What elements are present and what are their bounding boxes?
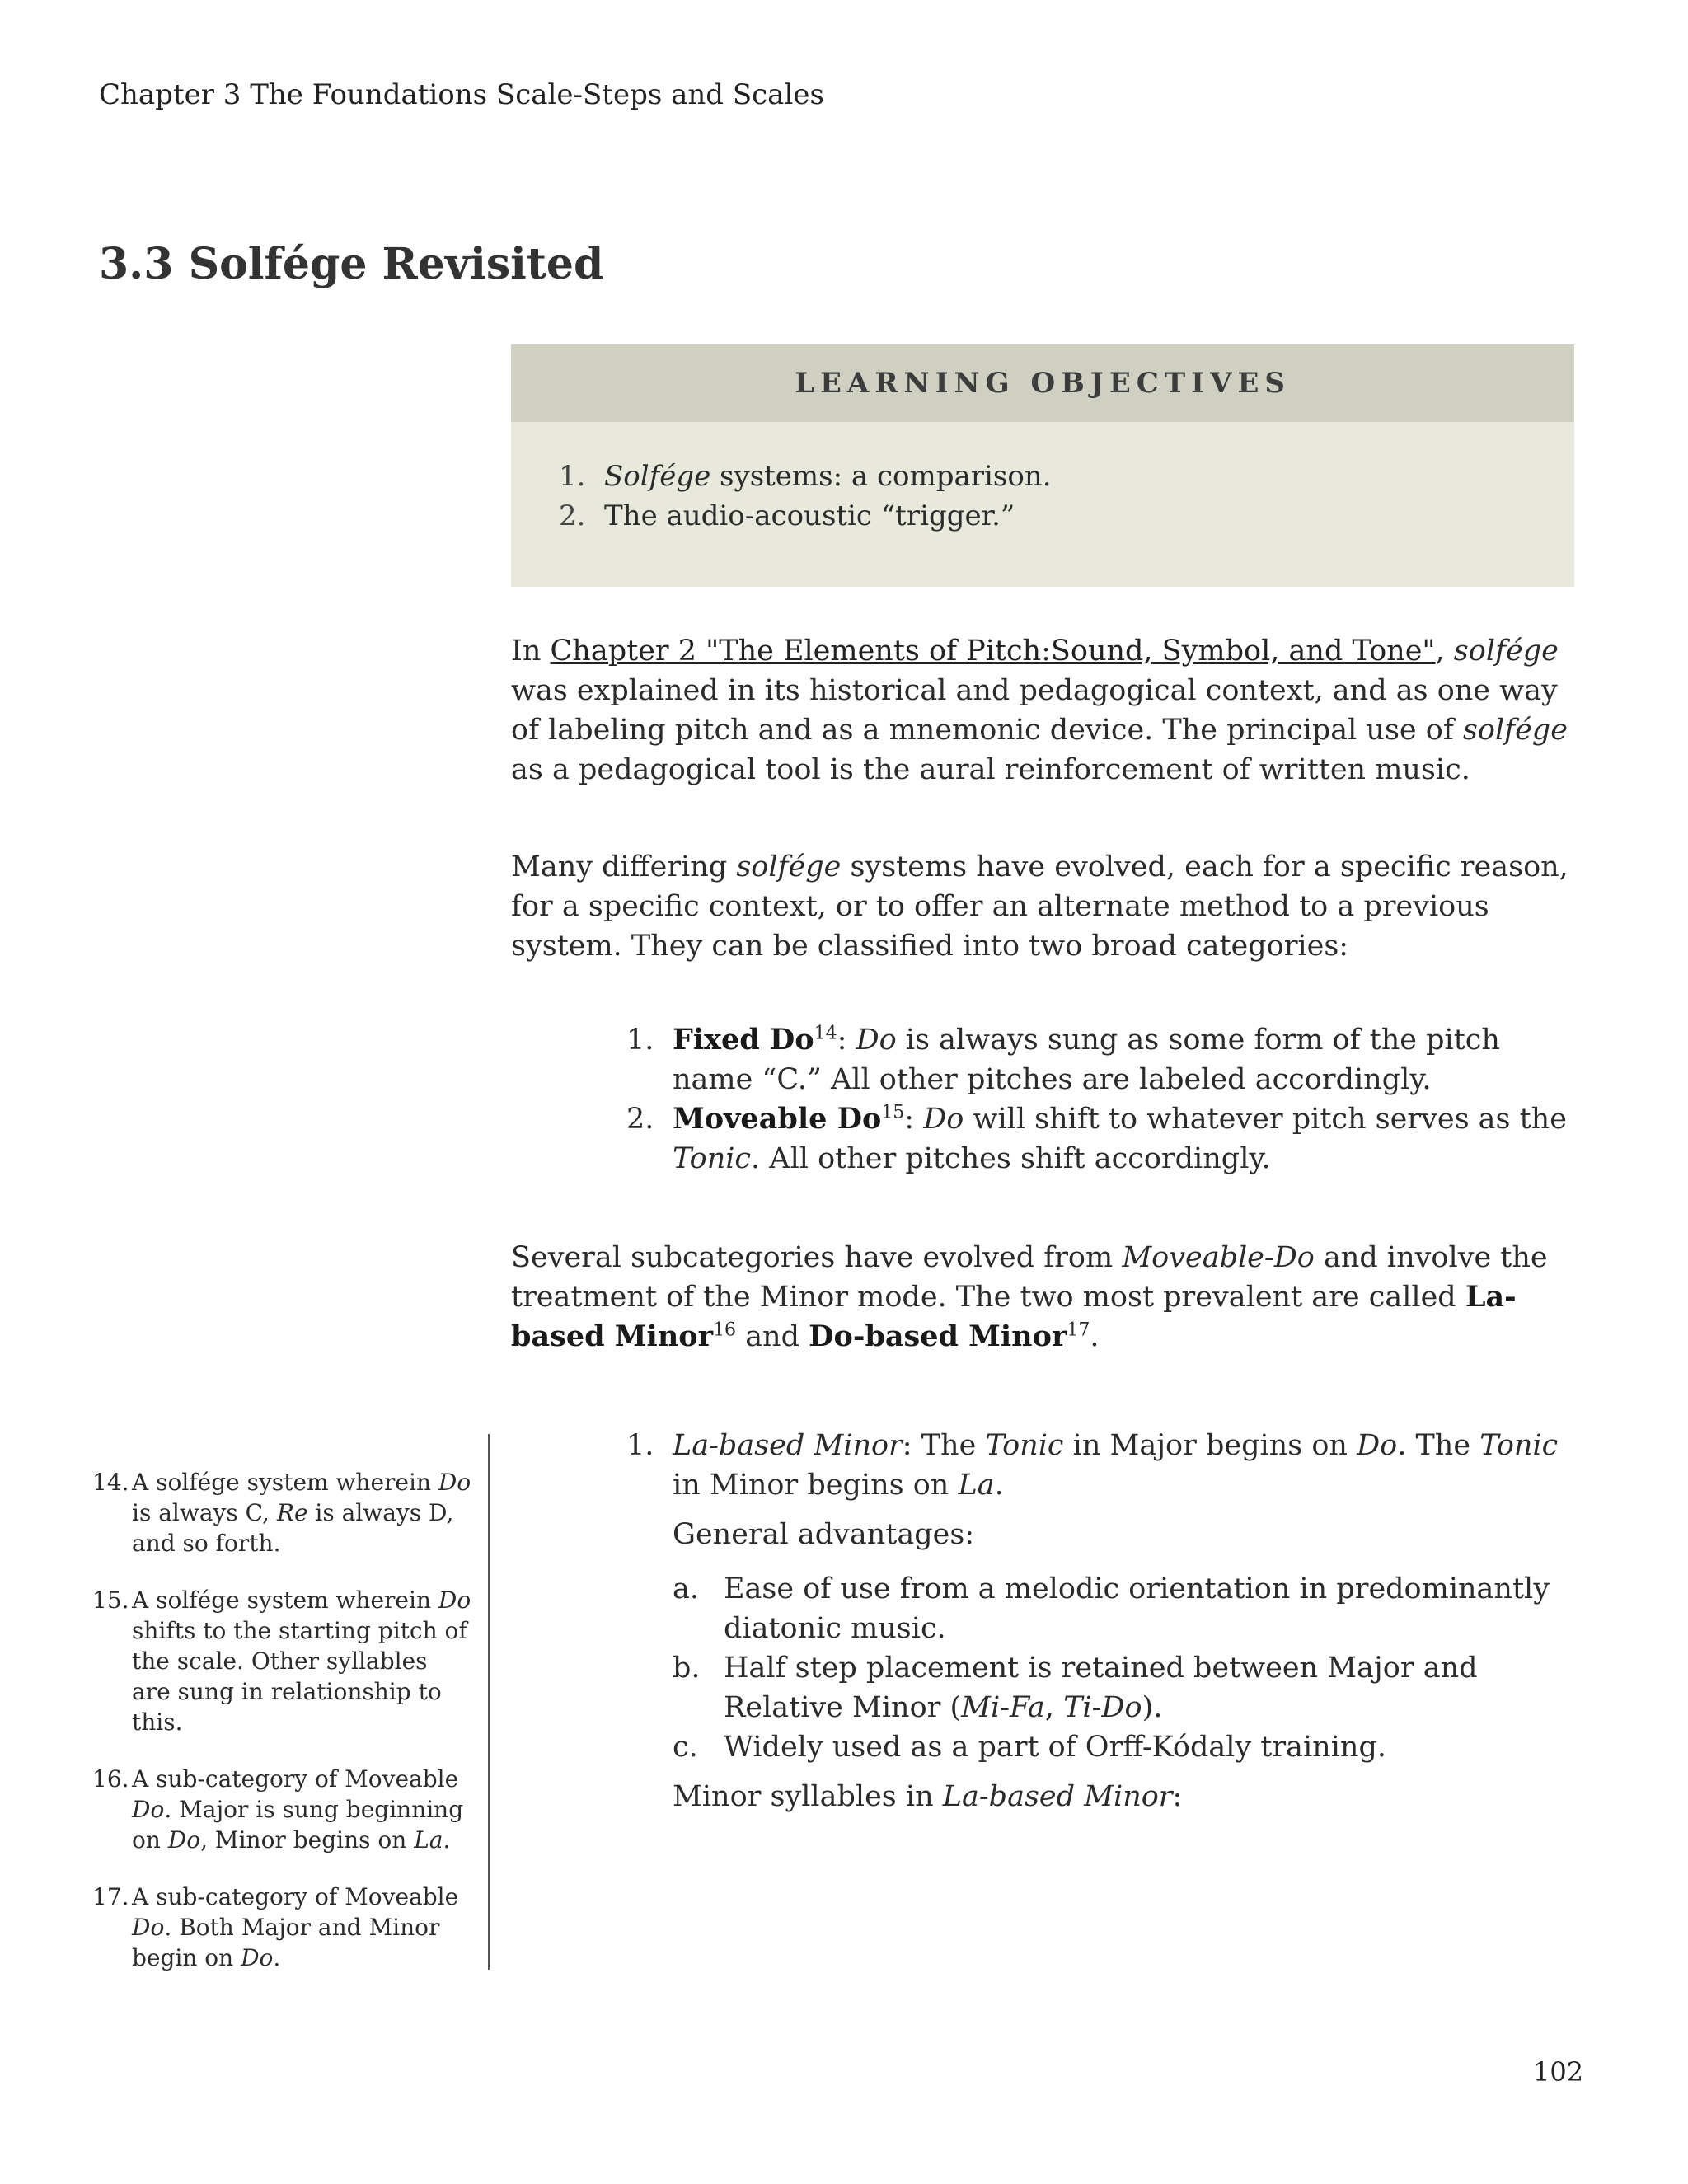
learning-objectives-list xyxy=(559,457,1052,536)
footnote-15: 15. A solfége system wherein Do shifts to the starting pitch of the scale. Other syllables are sung in relationship to this. xyxy=(92,1586,471,1736)
list-item: a. Ease of use from a melodic orientation in predominantly diatonic music. xyxy=(673,1572,1550,1645)
page-number: 102 xyxy=(1533,2056,1584,2088)
footnotes xyxy=(92,1467,471,1999)
list-item: 1. Solfége systems: a comparison. xyxy=(559,460,1052,493)
systems-paragraph: Many differing solfége systems have evolved, each for a specific reason, for a specific context, or to offer an alternate method to a previous system. They can be classified into two broad categories: xyxy=(511,851,1568,963)
footnote-ref-17[interactable]: 17 xyxy=(1067,1319,1090,1341)
section-title: 3.3 Solfége Revisited xyxy=(99,239,604,289)
list-item: b. Half step placement is retained between Major and Relative Minor (Mi-Fa, Ti-Do). xyxy=(673,1652,1478,1724)
advantages-list xyxy=(673,1569,1574,1767)
footnote-ref-16[interactable]: 16 xyxy=(713,1319,737,1341)
list-item: 1. Fixed Do$^{14}$: Do is always sung as some form of the pitch name “C.” All other pitches are labeled accordingly. xyxy=(626,1023,1500,1096)
running-head: Chapter 3 The Foundations Scale-Steps and Scales xyxy=(99,78,824,111)
chapter-2-link[interactable]: Chapter 2 "The Elements of Pitch:Sound, Symbol, and Tone" xyxy=(550,635,1436,668)
list-item: c. Widely used as a part of Orff-Kódaly training. xyxy=(673,1731,1386,1764)
footnote-ref-15[interactable]: 15 xyxy=(881,1102,905,1123)
minor-syllables-label: Minor syllables in La-based Minor: xyxy=(673,1780,1183,1813)
list-item: 2. The audio-acoustic “trigger.” xyxy=(559,499,1015,532)
learning-objectives-box xyxy=(511,344,1574,587)
list-item: 1. La-based Minor: The Tonic in Major begins on Do. The Tonic in Minor begins on La. xyxy=(626,1429,1559,1502)
footnote-divider xyxy=(488,1434,490,1970)
list-item: 2. Moveable Do$^{15}$: Do will shift to whatever pitch serves as the Tonic. All other pitches shift accordingly. xyxy=(626,1102,1567,1175)
minor-systems-list xyxy=(626,1426,1574,1816)
intro-paragraph: In Chapter 2 "The Elements of Pitch:Sound, Symbol, and Tone", solfége was explained in its historical and pedagogical context, and as one way of labeling pitch and as a mnemonic device. The principal use of solfége as a pedagogical tool is the aural reinforcement of written music. xyxy=(511,635,1568,786)
footnote-17: 17. A sub-category of Moveable Do. Both Major and Minor begin on Do. xyxy=(92,1883,459,1971)
footnote-14: 14. A solfége system wherein Do is always C, Re is always D, and so forth. xyxy=(92,1469,471,1557)
subcategories-paragraph: Several subcategories have evolved from Moveable-Do and involve the treatment of the Minor mode. The two most prevalent are called La-based Minor$^{16}$ and Do-based Minor$^{17}$. xyxy=(511,1241,1548,1353)
learning-objectives-heading: LEARNING OBJECTIVES xyxy=(511,344,1574,422)
advantages-label: General advantages: xyxy=(673,1518,975,1551)
categories-list xyxy=(626,1020,1574,1179)
footnote-ref-14[interactable]: 14 xyxy=(814,1023,837,1044)
footnote-16: 16. A sub-category of Moveable Do. Major is sung beginning on Do, Minor begins on La. xyxy=(92,1765,464,1854)
